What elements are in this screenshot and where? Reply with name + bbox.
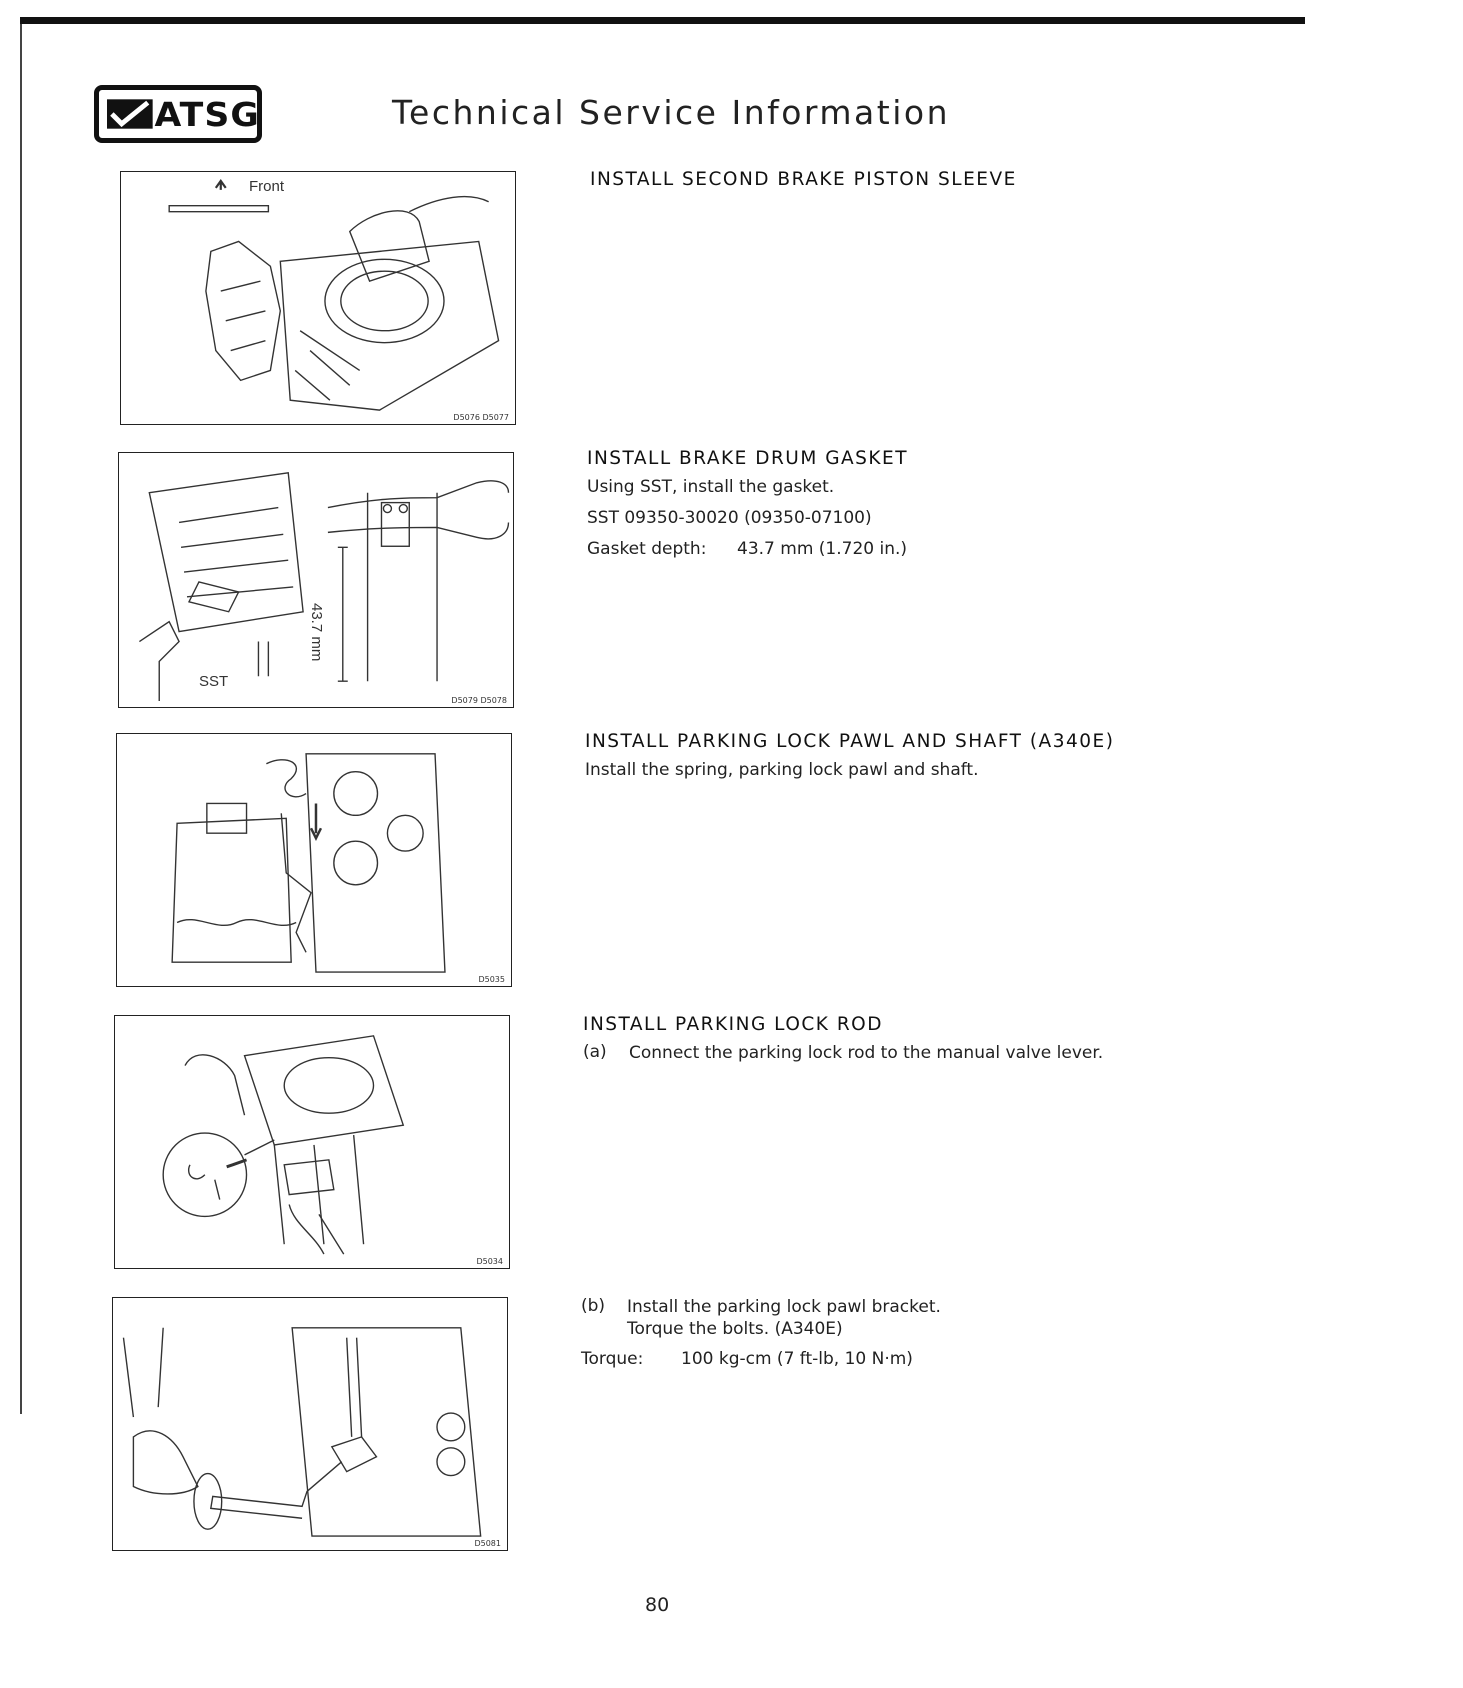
figure-brake-drum-gasket [118, 452, 514, 708]
step-text-2: Torque the bolts. (A340E) [627, 1319, 843, 1339]
logo-text: ATSG [154, 94, 260, 134]
front-label: Front [249, 178, 285, 195]
gasket-install-illustration [119, 453, 513, 707]
spec-label: Torque: [581, 1349, 644, 1369]
step-marker: (b) [581, 1296, 606, 1316]
page-number: 80 [645, 1594, 670, 1616]
step-a [583, 1042, 1133, 1064]
section-parking-lock-pawl [585, 730, 1125, 790]
spec-value: 100 kg-cm (7 ft-lb, 10 N·m) [681, 1349, 913, 1369]
top-rule [20, 17, 1305, 24]
figure-parking-lock-rod [114, 1015, 510, 1269]
section-brake-drum-gasket [587, 447, 1127, 569]
step-marker: (a) [583, 1042, 607, 1062]
atsg-logo [94, 85, 262, 143]
step-b [581, 1296, 1131, 1348]
pawl-bracket-illustration [113, 1298, 507, 1550]
section-parking-lock-rod [583, 1013, 1133, 1064]
dimension-label: 43.7 mm [308, 603, 325, 662]
instruction-text: Using SST, install the gasket. [587, 477, 835, 497]
figure-code: D5035 [478, 975, 505, 984]
step-text: Connect the parking lock rod to the manual valve lever. [629, 1043, 1104, 1063]
checkmark-icon [107, 96, 153, 132]
spec-label: Gasket depth: [587, 539, 707, 559]
left-rule [20, 24, 22, 1414]
spec-value: 43.7 mm (1.720 in.) [737, 539, 908, 559]
spec-line [587, 538, 1127, 560]
parking-rod-illustration [115, 1016, 509, 1268]
figure-code: D5079 D5078 [451, 696, 507, 705]
section-heading: INSTALL SECOND BRAKE PISTON SLEEVE [590, 169, 1017, 190]
step-text: Install the parking lock pawl bracket. [627, 1297, 941, 1317]
spec-line [581, 1348, 1131, 1370]
section-heading: INSTALL PARKING LOCK ROD [583, 1014, 883, 1035]
parking-pawl-illustration [117, 734, 511, 986]
instruction-text: Install the spring, parking lock pawl and shaft. [585, 760, 979, 780]
figure-parking-lock-pawl [116, 733, 512, 987]
figure-code: D5076 D5077 [453, 413, 509, 422]
figure-pawl-bracket [112, 1297, 508, 1551]
figure-code: D5081 [474, 1539, 501, 1548]
section-heading: INSTALL PARKING LOCK PAWL AND SHAFT (A340E) [585, 731, 1115, 752]
transmission-case-illustration [121, 172, 515, 424]
figure-code: D5034 [476, 1257, 503, 1266]
page-title: Technical Service Information [392, 93, 950, 132]
sst-label: SST [199, 673, 229, 690]
section-second-brake-piston-sleeve [590, 168, 1110, 197]
figure-piston-sleeve [120, 171, 516, 425]
sst-number: SST 09350-30020 (09350-07100) [587, 508, 872, 528]
section-heading: INSTALL BRAKE DRUM GASKET [587, 448, 909, 469]
section-pawl-bracket [581, 1296, 1131, 1379]
